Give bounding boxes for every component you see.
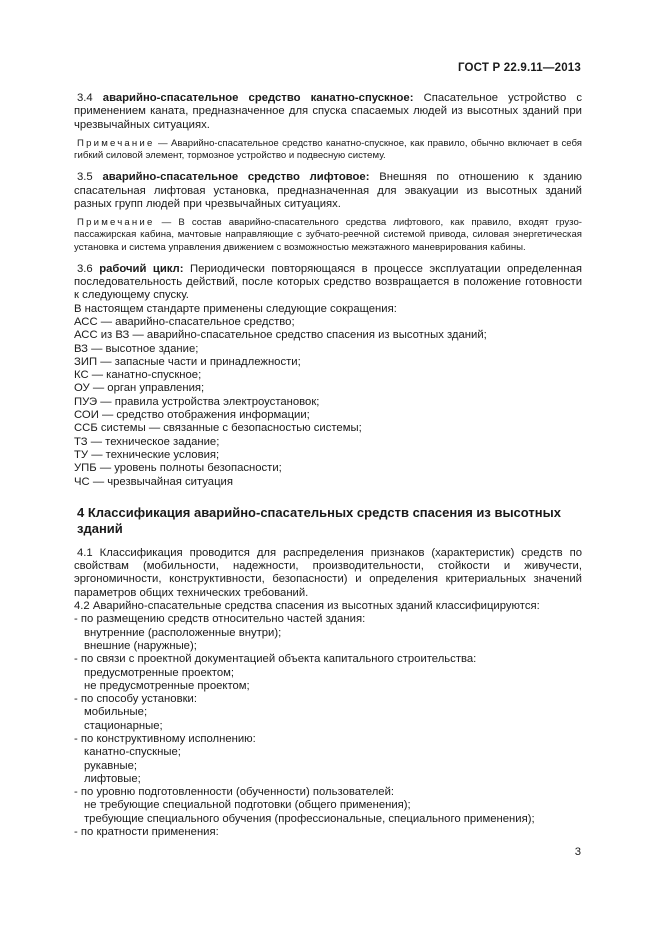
clause-text: Внешняя по отношению к зданию спасательная лифтовая установка, предназначенная для эвакуации из высотных зданий разных групп людей при чрезвычайных ситуациях. [74,171,583,210]
classification-criterion: - по конструктивному исполнению: [74,733,256,745]
clause-number: 3.6 [77,262,93,275]
clause-3-5 [74,171,582,211]
abbreviations-list [74,316,582,489]
classification-option: мобильные; [84,706,148,719]
clause-3-4 [74,92,582,132]
note-text: — В состав аварийно-спасательного средства лифтового, как правило, входят грузо-пассажирская кабина, мачтовые направляющие с зубчато-реечной системой привода, силовая энергетическая установка и система управления движением с возможностью межэтажного маневрирования кабины. [74,217,583,253]
classification-criterion: - по уровню подготовленности (обученности) пользователей: [74,786,395,799]
abbreviation-item: ПУЭ — правила устройства электроустановок; [74,395,320,408]
clause-text: Спасательное устройство с применением каната, предназначенное для спуска спасаемых людей из высотных зданий при чрезвычайных ситуациях. [74,92,583,131]
abbreviation-item: КС — канатно-спускное; [74,369,202,382]
classification-option: внутренние (расположенные внутри); [84,626,282,639]
classification-criterion: - по связи с проектной документацией объекта капитального строительства: [74,653,477,666]
clause-4-1: 4.1 Классификация проводится для распределения признаков (характеристик) средств по свойствам (мобильности, надежности, производительности, стойкости и живучести, эргономичности, конструктивности, безопасности) и определения критериальных значений параметров общих технических требований. [74,546,582,599]
abbreviation-item: ТУ — технические условия; [74,448,220,461]
page-content [74,92,582,839]
note-text: — Аварийно-спасательное средство канатно-спускное, как правило, обычно включает в себя гибкий силовой элемент, тормозное устройство и подвесную систему. [74,137,582,162]
classification-option: требующие специального обучения (профессиональные, специального применения); [84,812,535,825]
document-header: ГОСТ Р 22.9.11—2013 [457,62,581,74]
classification-list [74,613,582,839]
note-3-4 [74,138,582,162]
classification-criterion: - по способу установки: [74,693,197,706]
classification-option: не предусмотренные проектом; [84,679,250,692]
abbreviation-item: СОИ — средство отображения информации; [74,409,310,422]
abbreviations-intro: В настоящем стандарте применены следующие сокращения: [74,302,397,315]
clause-text: Периодически повторяющаяся в процессе эксплуатации определенная последовательность действий, после которых средство возвращается в положение готовности к следующему спуску. [74,262,582,302]
abbreviation-item: АСС из ВЗ — аварийно-спасательное средство спасения из высотных зданий; [74,329,487,342]
classification-option: канатно-спускные; [84,746,181,759]
note-label: Примечание [77,137,155,149]
classification-criterion: - по размещению средств относительно частей здания: [74,613,366,626]
classification-option: не требующие специальной подготовки (общего применения); [84,799,411,812]
clause-term: аварийно-спасательное средство канатно-спускное: [102,92,414,104]
classification-option: внешние (наружные); [84,639,197,652]
clause-4-2: 4.2 Аварийно-спасательные средства спасения из высотных зданий классифицируются: [74,600,540,613]
note-label: Примечание [77,217,155,229]
abbreviation-item: ССБ системы — связанные с безопасностью системы; [74,422,362,435]
classification-option: рукавные; [84,759,138,772]
abbreviation-item: АСС — аварийно-спасательное средство; [74,315,295,328]
abbreviation-item: ЗИП — запасные части и принадлежности; [74,355,301,368]
classification-option: стационарные; [84,719,163,732]
abbreviation-item: ТЗ — техническое задание; [74,435,220,448]
abbreviation-item: ВЗ — высотное здание; [74,342,199,355]
classification-criterion: - по кратности применения: [74,826,219,839]
section-4-heading: 4 Классификация аварийно-спасательных средств спасения из высотных зданий [77,504,561,536]
classification-option: лифтовые; [84,772,141,785]
abbreviation-item: ЧС — чрезвычайная ситуация [74,475,233,488]
clause-term: аварийно-спасательное средство лифтовое: [102,171,370,184]
abbreviation-item: ОУ — орган управления; [74,382,205,395]
note-3-5 [74,217,582,254]
abbreviation-item: УПБ — уровень полноты безопасности; [74,462,282,475]
page-number: 3 [574,846,581,858]
clause-number: 3.5 [77,171,93,184]
classification-option: предусмотренные проектом; [84,666,235,679]
clause-3-6 [74,263,582,303]
clause-term: рабочий цикл: [99,262,184,275]
clause-number: 3.4 [77,92,93,104]
